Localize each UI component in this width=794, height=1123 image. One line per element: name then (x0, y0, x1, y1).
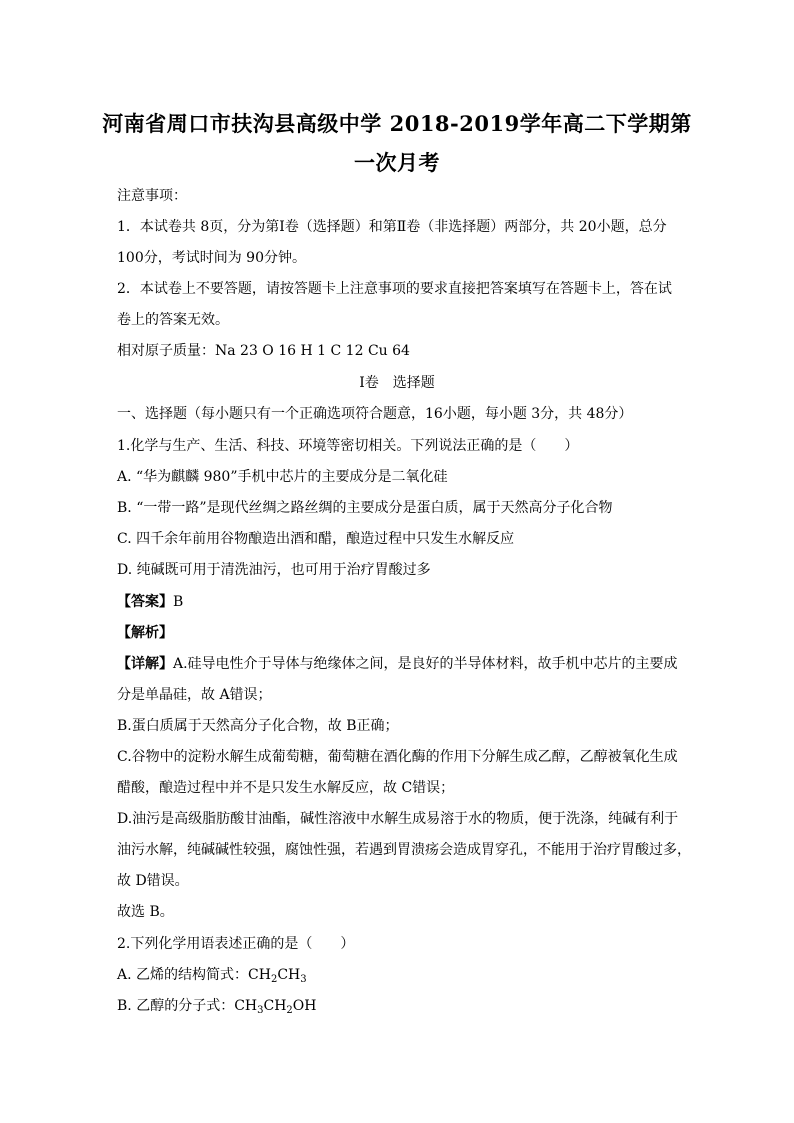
detail-line-8: 故 D错误。 (117, 873, 189, 889)
analysis-label: 【解析】 (117, 625, 173, 641)
q2b-mid-1: CH (263, 998, 287, 1014)
question-2-option-a (117, 965, 677, 990)
detail-line-3: B.蛋白质属于天然高分子化合物，故 B正确； (117, 718, 399, 734)
question-1-option-c: C. 四千余年前用谷物酿造出酒和醋，酿造过程中只发生水解反应 (117, 531, 515, 547)
q2b-prefix: B. 乙醇的分子式：CH (117, 998, 258, 1014)
question-1-stem: 1.化学与生产、生活、科技、环境等密切相关。下列说法正确的是（ ） (117, 438, 579, 454)
notice-item-1-line-2: 100分，考试时间为 90分钟。 (117, 250, 306, 266)
notice-item-2-line-1: 2．本试卷上不要答题，请按答题卡上注意事项的要求直接把答案填写在答题卡上，答在试 (117, 281, 672, 297)
detail-line-5: 醋酸，酿造过程中并不是只发生水解反应，故 C错误； (117, 780, 455, 796)
notice-item-1-line-1: 1．本试卷共 8页，分为第Ⅰ卷（选择题）和第Ⅱ卷（非选择题）两部分，共 20小题，总分 (117, 219, 667, 235)
q2b-subscript-2: 2 (286, 1005, 293, 1016)
q2a-mid: CH (277, 967, 301, 983)
detail-line-7: 油污水解，纯碱碱性较强，腐蚀性强，若遇到胃溃疡会造成胃穿孔，不能用于治疗胃酸过多， (117, 842, 691, 858)
detail-label: 【详解】 (117, 656, 173, 672)
question-1-option-d: D. 纯碱既可用于清洗油污，也可用于治疗胃酸过多 (117, 562, 431, 578)
detail-line-2: 分是单晶硅，故 A错误； (117, 687, 272, 703)
section-title: Ⅰ卷 选择题 (359, 375, 435, 391)
question-2-option-b (117, 996, 677, 1021)
detail-text-1: A.硅导电性介于导体与绝缘体之间，是良好的半导体材料，故手机中芯片的主要成 (173, 656, 678, 672)
question-1-option-a: A. “华为麒麟 980”手机中芯片的主要成分是二氧化硅 (117, 469, 448, 485)
q2a-prefix: A. 乙烯的结构简式：CH (117, 967, 271, 983)
detail-line-6: D.油污是高级脂肪酸甘油酯，碱性溶液中水解生成易溶于水的物质，便于洗涤，纯碱有利于 (117, 811, 679, 827)
section-instruction: 一、选择题（每小题只有一个正确选项符合题意，16小题，每小题 3分，共 48分） (117, 406, 633, 422)
question-1-option-b: B. “一带一路”是现代丝绸之路丝绸的主要成分是蛋白质，属于天然高分子化合物 (117, 500, 613, 516)
answer-line (117, 592, 677, 612)
detail-line-1 (117, 654, 677, 674)
answer-label: 【答案】 (117, 594, 173, 610)
q2b-subscript-1: 3 (257, 1005, 264, 1016)
title-line-2: 一次月考 (354, 150, 440, 175)
notice-item-2-line-2: 卷上的答案无效。 (117, 312, 229, 328)
answer-value: B (173, 594, 184, 610)
q2b-mid-2: OH (292, 998, 317, 1014)
q2a-subscript-1: 2 (270, 974, 278, 985)
atomic-mass-line: 相对原子质量：Na 23 O 16 H 1 C 12 Cu 64 (117, 343, 410, 359)
detail-line-4: C.谷物中的淀粉水解生成葡萄糖，葡萄糖在酒化酶的作用下分解生成乙醇，乙醇被氧化生成 (117, 749, 678, 765)
title-line-1: 河南省周口市扶沟县高级中学 2018-2019学年高二下学期第 (102, 111, 692, 136)
q2a-subscript-2: 3 (300, 974, 307, 985)
notice-heading: 注意事项： (117, 188, 187, 204)
question-2-stem: 2.下列化学用语表述正确的是（ ） (117, 936, 355, 952)
conclusion-line: 故选 B。 (117, 904, 174, 920)
